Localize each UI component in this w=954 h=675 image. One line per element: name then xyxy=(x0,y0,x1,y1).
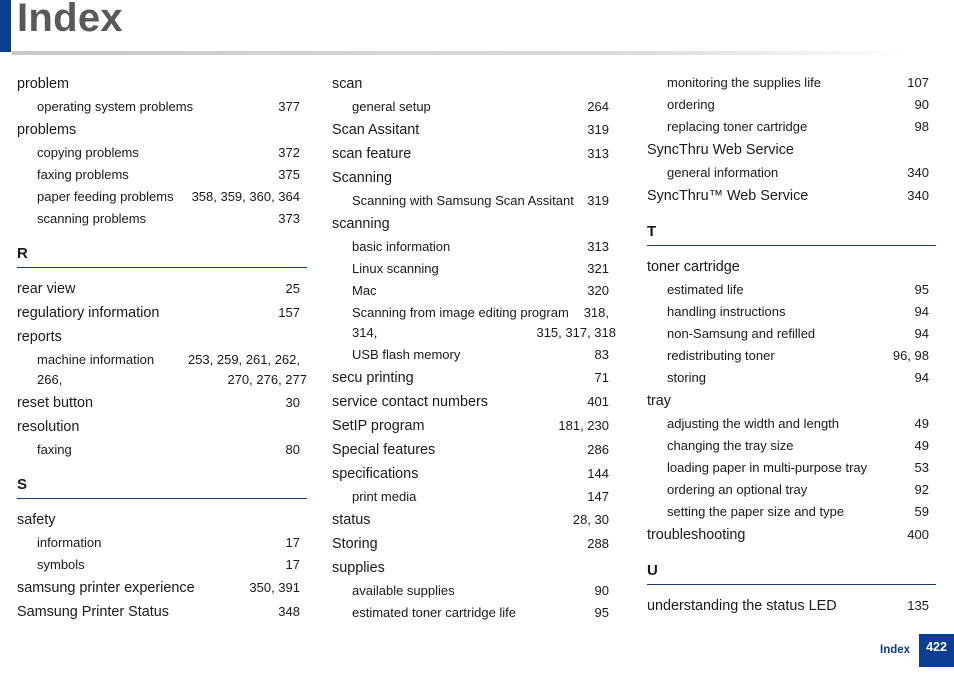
entry-page-refs[interactable]: 28, 30 xyxy=(572,512,609,527)
entry-term: loading paper in multi-purpose tray xyxy=(667,460,868,475)
entry-term: print media xyxy=(352,489,417,504)
index-entry[interactable] xyxy=(332,142,616,166)
index-entry[interactable] xyxy=(17,325,307,349)
entry-term: Scanning from image editing program xyxy=(352,305,569,320)
entry-term: scan xyxy=(332,76,363,92)
page-title: Index xyxy=(17,0,123,40)
entry-term: status xyxy=(332,512,371,528)
entry-term: reset button xyxy=(17,395,94,411)
footer-section-label: Index xyxy=(880,644,911,656)
index-subentry[interactable] xyxy=(332,96,616,118)
entry-term: replacing toner cartridge xyxy=(667,119,808,134)
index-subentry[interactable] xyxy=(17,554,307,576)
index-subentry[interactable] xyxy=(647,94,936,116)
index-subentry[interactable] xyxy=(647,301,936,323)
index-entry[interactable] xyxy=(332,556,616,580)
entry-term: specifications xyxy=(332,466,419,482)
entry-page-refs[interactable]: 313 xyxy=(587,146,609,161)
entry-page-refs[interactable]: 315, 317, 318 xyxy=(536,325,616,340)
entry-page-refs[interactable]: 270, 276, 277 xyxy=(227,372,307,387)
entry-term: setting the paper size and type xyxy=(667,504,845,519)
index-subentry[interactable] xyxy=(17,186,307,208)
index-subentry[interactable] xyxy=(647,116,936,138)
entry-term: general setup xyxy=(352,99,431,114)
index-subentry[interactable] xyxy=(332,302,616,324)
index-entry[interactable] xyxy=(332,118,616,142)
entry-term: copying problems xyxy=(37,145,139,160)
section-letter: S xyxy=(17,476,307,499)
index-entry[interactable] xyxy=(17,301,307,325)
entry-term: Samsung Printer Status xyxy=(17,604,169,620)
index-entry[interactable] xyxy=(17,118,307,142)
entry-page-refs[interactable]: 25 xyxy=(285,281,300,296)
entry-term: Scan Assitant xyxy=(332,122,420,138)
entry-page-refs[interactable]: 313 xyxy=(587,239,609,254)
entry-page-refs[interactable]: 94 xyxy=(914,370,929,385)
index-entry[interactable] xyxy=(647,594,936,618)
index-entry[interactable] xyxy=(17,508,307,532)
entry-term: paper feeding problems xyxy=(37,189,174,204)
index-subentry[interactable] xyxy=(647,413,936,435)
index-entry[interactable] xyxy=(17,415,307,439)
index-subentry[interactable] xyxy=(17,96,307,118)
index-column-1 xyxy=(17,72,307,624)
entry-page-refs[interactable]: 373 xyxy=(278,211,300,226)
entry-term: 266, xyxy=(37,372,63,387)
entry-page-refs[interactable]: 372 xyxy=(278,145,300,160)
page-number-badge xyxy=(919,634,954,667)
index-subentry[interactable] xyxy=(332,580,616,602)
index-entry[interactable] xyxy=(647,389,936,413)
entry-term: available supplies xyxy=(352,583,455,598)
entry-page-refs[interactable]: 90 xyxy=(594,583,609,598)
entry-term: ordering an optional tray xyxy=(667,482,808,497)
entry-term: 314, xyxy=(352,325,378,340)
index-subentry[interactable] xyxy=(647,435,936,457)
entry-term: general information xyxy=(667,165,779,180)
entry-term: monitoring the supplies life xyxy=(667,75,821,90)
entry-page-refs[interactable]: 318, xyxy=(583,305,609,320)
index-subentry[interactable] xyxy=(332,486,616,508)
entry-term: reports xyxy=(17,329,62,345)
entry-term: Scanning with Samsung Scan Assitant xyxy=(352,193,574,208)
index-subentry[interactable] xyxy=(647,323,936,345)
entry-page-refs[interactable]: 147 xyxy=(587,489,609,504)
index-entry[interactable] xyxy=(332,438,616,462)
entry-page-refs[interactable]: 80 xyxy=(285,442,300,457)
entry-term: information xyxy=(37,535,102,550)
entry-page-refs[interactable]: 95 xyxy=(594,605,609,620)
entry-page-refs[interactable]: 319 xyxy=(587,193,609,208)
entry-term: operating system problems xyxy=(37,99,194,114)
entry-page-refs[interactable]: 264 xyxy=(587,99,609,114)
entry-page-refs[interactable]: 157 xyxy=(278,305,300,320)
index-entry[interactable] xyxy=(332,508,616,532)
entry-page-refs[interactable]: 340 xyxy=(907,188,929,203)
entry-page-refs[interactable]: 321 xyxy=(587,261,609,276)
entry-term: estimated toner cartridge life xyxy=(352,605,517,620)
entry-term: Linux scanning xyxy=(352,261,439,276)
entry-page-refs[interactable]: 49 xyxy=(914,416,929,431)
entry-term: faxing xyxy=(37,442,72,457)
index-entry[interactable] xyxy=(332,366,616,390)
entry-term: estimated life xyxy=(667,282,744,297)
entry-term: scan feature xyxy=(332,146,412,162)
index-entry[interactable] xyxy=(332,414,616,438)
index-entry[interactable] xyxy=(647,184,936,208)
entry-term: secu printing xyxy=(332,370,414,386)
index-subentry[interactable] xyxy=(332,258,616,280)
entry-page-refs[interactable]: 288 xyxy=(587,536,609,551)
entry-term: problems xyxy=(17,122,77,138)
entry-term: scanning xyxy=(332,216,390,232)
entry-page-refs[interactable]: 71 xyxy=(594,370,609,385)
index-subentry[interactable] xyxy=(332,602,616,624)
entry-page-refs[interactable]: 319 xyxy=(587,122,609,137)
section-letter: T xyxy=(647,223,936,246)
index-entry[interactable] xyxy=(17,600,307,624)
index-subentry[interactable] xyxy=(647,479,936,501)
entry-term: storing xyxy=(667,370,707,385)
entry-page-refs[interactable]: 375 xyxy=(278,167,300,182)
index-subentry[interactable] xyxy=(17,532,307,554)
entry-term: basic information xyxy=(352,239,451,254)
index-entry[interactable] xyxy=(332,166,616,190)
entry-page-refs[interactable]: 96, 98 xyxy=(892,348,929,363)
index-entry[interactable] xyxy=(332,212,616,236)
entry-term: symbols xyxy=(37,557,85,572)
entry-term: non-Samsung and refilled xyxy=(667,326,816,341)
entry-page-refs[interactable]: 30 xyxy=(285,395,300,410)
entry-page-refs[interactable]: 83 xyxy=(594,347,609,362)
entry-term: Special features xyxy=(332,442,436,458)
index-subentry[interactable] xyxy=(17,208,307,230)
entry-page-refs[interactable]: 90 xyxy=(914,97,929,112)
index-entry[interactable] xyxy=(647,255,936,279)
entry-term: understanding the status LED xyxy=(647,598,837,614)
index-subentry[interactable] xyxy=(647,162,936,184)
section-letter: R xyxy=(17,245,307,268)
entry-term: SetIP program xyxy=(332,418,425,434)
entry-page-refs[interactable]: 94 xyxy=(914,326,929,341)
entry-term: problem xyxy=(17,76,69,92)
entry-page-refs[interactable]: 53 xyxy=(914,460,929,475)
index-subentry[interactable] xyxy=(647,279,936,301)
index-subentry[interactable] xyxy=(647,72,936,94)
section-letter: U xyxy=(647,562,936,585)
entry-term: Storing xyxy=(332,536,378,552)
entry-page-refs[interactable]: 17 xyxy=(285,535,300,550)
index-entry[interactable] xyxy=(647,138,936,162)
index-subentry[interactable] xyxy=(647,345,936,367)
entry-term: redistributing toner xyxy=(667,348,775,363)
index-entry[interactable] xyxy=(332,72,616,96)
entry-term: handling instructions xyxy=(667,304,786,319)
entry-page-refs[interactable]: 181, 230 xyxy=(558,418,609,433)
entry-term: Scanning xyxy=(332,170,393,186)
entry-term: USB flash memory xyxy=(352,347,461,362)
index-column-3 xyxy=(647,72,936,618)
entry-term: adjusting the width and length xyxy=(667,416,840,431)
entry-page-refs[interactable]: 98 xyxy=(914,119,929,134)
entry-page-refs[interactable]: 49 xyxy=(914,438,929,453)
entry-page-refs[interactable]: 144 xyxy=(587,466,609,481)
header-accent-bar xyxy=(0,0,11,52)
index-subentry[interactable] xyxy=(17,439,307,461)
index-entry[interactable] xyxy=(17,391,307,415)
entry-term: scanning problems xyxy=(37,211,147,226)
entry-page-refs[interactable]: 94 xyxy=(914,304,929,319)
index-subentry[interactable] xyxy=(332,190,616,212)
entry-page-refs[interactable]: 135 xyxy=(907,598,929,613)
entry-page-refs[interactable]: 286 xyxy=(587,442,609,457)
entry-term: changing the tray size xyxy=(667,438,794,453)
entry-term: resolution xyxy=(17,419,80,435)
entry-page-refs[interactable]: 401 xyxy=(587,394,609,409)
index-subentry[interactable] xyxy=(647,367,936,389)
entry-page-refs[interactable]: 107 xyxy=(907,75,929,90)
index-entry-continuation[interactable] xyxy=(332,324,616,344)
entry-term: Mac xyxy=(352,283,377,298)
index-entry-continuation[interactable] xyxy=(17,371,307,391)
entry-page-refs[interactable]: 95 xyxy=(914,282,929,297)
entry-term: SyncThru Web Service xyxy=(647,142,794,158)
index-subentry[interactable] xyxy=(647,501,936,523)
entry-page-refs[interactable]: 358, 359, 360, 364 xyxy=(191,189,300,204)
entry-term: SyncThru™ Web Service xyxy=(647,188,809,204)
entry-term: supplies xyxy=(332,560,385,576)
index-entry[interactable] xyxy=(17,277,307,301)
entry-term: tray xyxy=(647,393,671,409)
index-entry[interactable] xyxy=(17,72,307,96)
index-column-2 xyxy=(332,72,616,624)
index-subentry[interactable] xyxy=(332,344,616,366)
index-subentry[interactable] xyxy=(17,142,307,164)
entry-term: faxing problems xyxy=(37,167,129,182)
index-entry[interactable] xyxy=(332,390,616,414)
index-subentry[interactable] xyxy=(332,280,616,302)
index-subentry[interactable] xyxy=(332,236,616,258)
entry-term: rear view xyxy=(17,281,76,297)
entry-term: toner cartridge xyxy=(647,259,740,275)
entry-term: safety xyxy=(17,512,56,528)
index-subentry[interactable] xyxy=(17,164,307,186)
entry-page-refs[interactable]: 400 xyxy=(907,527,929,542)
index-subentry[interactable] xyxy=(647,457,936,479)
entry-page-refs[interactable]: 340 xyxy=(907,165,929,180)
index-subentry[interactable] xyxy=(17,349,307,371)
entry-page-refs[interactable]: 377 xyxy=(278,99,300,114)
entry-page-refs[interactable]: 348 xyxy=(278,604,300,619)
entry-page-refs[interactable]: 92 xyxy=(914,482,929,497)
entry-page-refs[interactable]: 17 xyxy=(285,557,300,572)
index-entry[interactable] xyxy=(647,523,936,547)
entry-page-refs[interactable]: 350, 391 xyxy=(249,580,300,595)
entry-page-refs[interactable]: 59 xyxy=(914,504,929,519)
entry-page-refs[interactable]: 253, 259, 261, 262, xyxy=(187,352,300,367)
header-divider xyxy=(12,51,912,55)
index-entry[interactable] xyxy=(332,532,616,556)
entry-term: machine information xyxy=(37,352,155,367)
entry-page-refs[interactable]: 320 xyxy=(587,283,609,298)
entry-term: regulatiory information xyxy=(17,305,160,321)
entry-term: ordering xyxy=(667,97,715,112)
entry-term: service contact numbers xyxy=(332,394,488,410)
entry-term: samsung printer experience xyxy=(17,580,195,596)
page-number: 422 xyxy=(926,640,947,654)
entry-term: troubleshooting xyxy=(647,527,746,543)
index-entry[interactable] xyxy=(332,462,616,486)
index-entry[interactable] xyxy=(17,576,307,600)
